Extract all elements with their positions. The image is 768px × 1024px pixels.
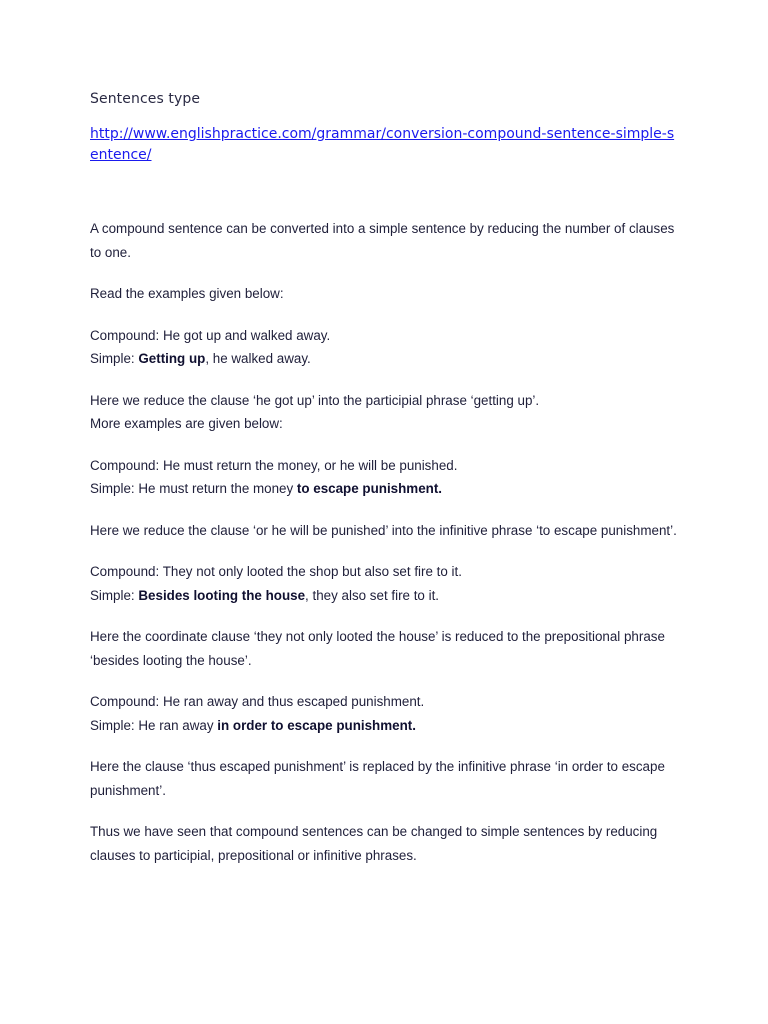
- example-2: [90, 454, 680, 501]
- example-1: [90, 324, 680, 371]
- example-3-simple-suffix: , they also set fire to it.: [305, 587, 440, 603]
- example-3-compound: Compound: They not only looted the shop but also set fire to it.: [90, 564, 462, 579]
- example-4-compound: Compound: He ran away and thus escaped punishment.: [90, 694, 425, 709]
- explanation-1-text: Here we reduce the clause ‘he got up’ into the participial phrase ‘getting up’.: [90, 392, 540, 408]
- document-title: Sentences type: [90, 91, 201, 107]
- example-2-simple-prefix: Simple: He must return the money: [90, 481, 297, 496]
- more-examples-line: More examples are given below:: [90, 416, 283, 431]
- example-3: [90, 560, 680, 607]
- example-3-simple-prefix: Simple:: [90, 587, 139, 603]
- explanation-1: [90, 389, 680, 436]
- explanation-3: Here the coordinate clause ‘they not only looted the house’ is reduced to the prepositional phrase ‘besides looting the house’.: [90, 629, 665, 668]
- document-body: [90, 217, 680, 885]
- example-1-compound: Compound: He got up and walked away.: [90, 327, 331, 343]
- example-2-simple-bold: to escape punishment.: [296, 481, 442, 496]
- example-3-simple-bold: Besides looting the house: [138, 587, 306, 603]
- example-1-simple-suffix: , he walked away.: [205, 351, 311, 366]
- example-1-simple-bold: Getting up: [138, 351, 206, 366]
- example-4: [90, 690, 680, 737]
- example-4-simple-prefix: Simple: He ran away: [90, 717, 218, 733]
- read-examples-line: Read the examples given below:: [90, 286, 284, 301]
- intro-paragraph: A compound sentence can be converted into a simple sentence by reducing the number of clauses to one.: [90, 221, 675, 260]
- explanation-4: Here the clause ‘thus escaped punishment’ is replaced by the infinitive phrase ‘in order to escape punishment’.: [90, 759, 665, 798]
- example-1-simple-prefix: Simple:: [90, 351, 139, 366]
- explanation-2: Here we reduce the clause ‘or he will be punished’ into the infinitive phrase ‘to escape punishment’.: [90, 522, 677, 538]
- example-2-compound: Compound: He must return the money, or he will be punished.: [90, 457, 458, 473]
- example-4-simple-bold: in order to escape punishment.: [217, 717, 416, 733]
- source-link[interactable]: http://www.englishpractice.com/grammar/conversion-compound-sentence-simple-sentence/: [90, 126, 675, 163]
- conclusion-paragraph: Thus we have seen that compound sentences can be changed to simple sentences by reducing clauses to participial, prepositional or infinitive phrases.: [90, 824, 658, 863]
